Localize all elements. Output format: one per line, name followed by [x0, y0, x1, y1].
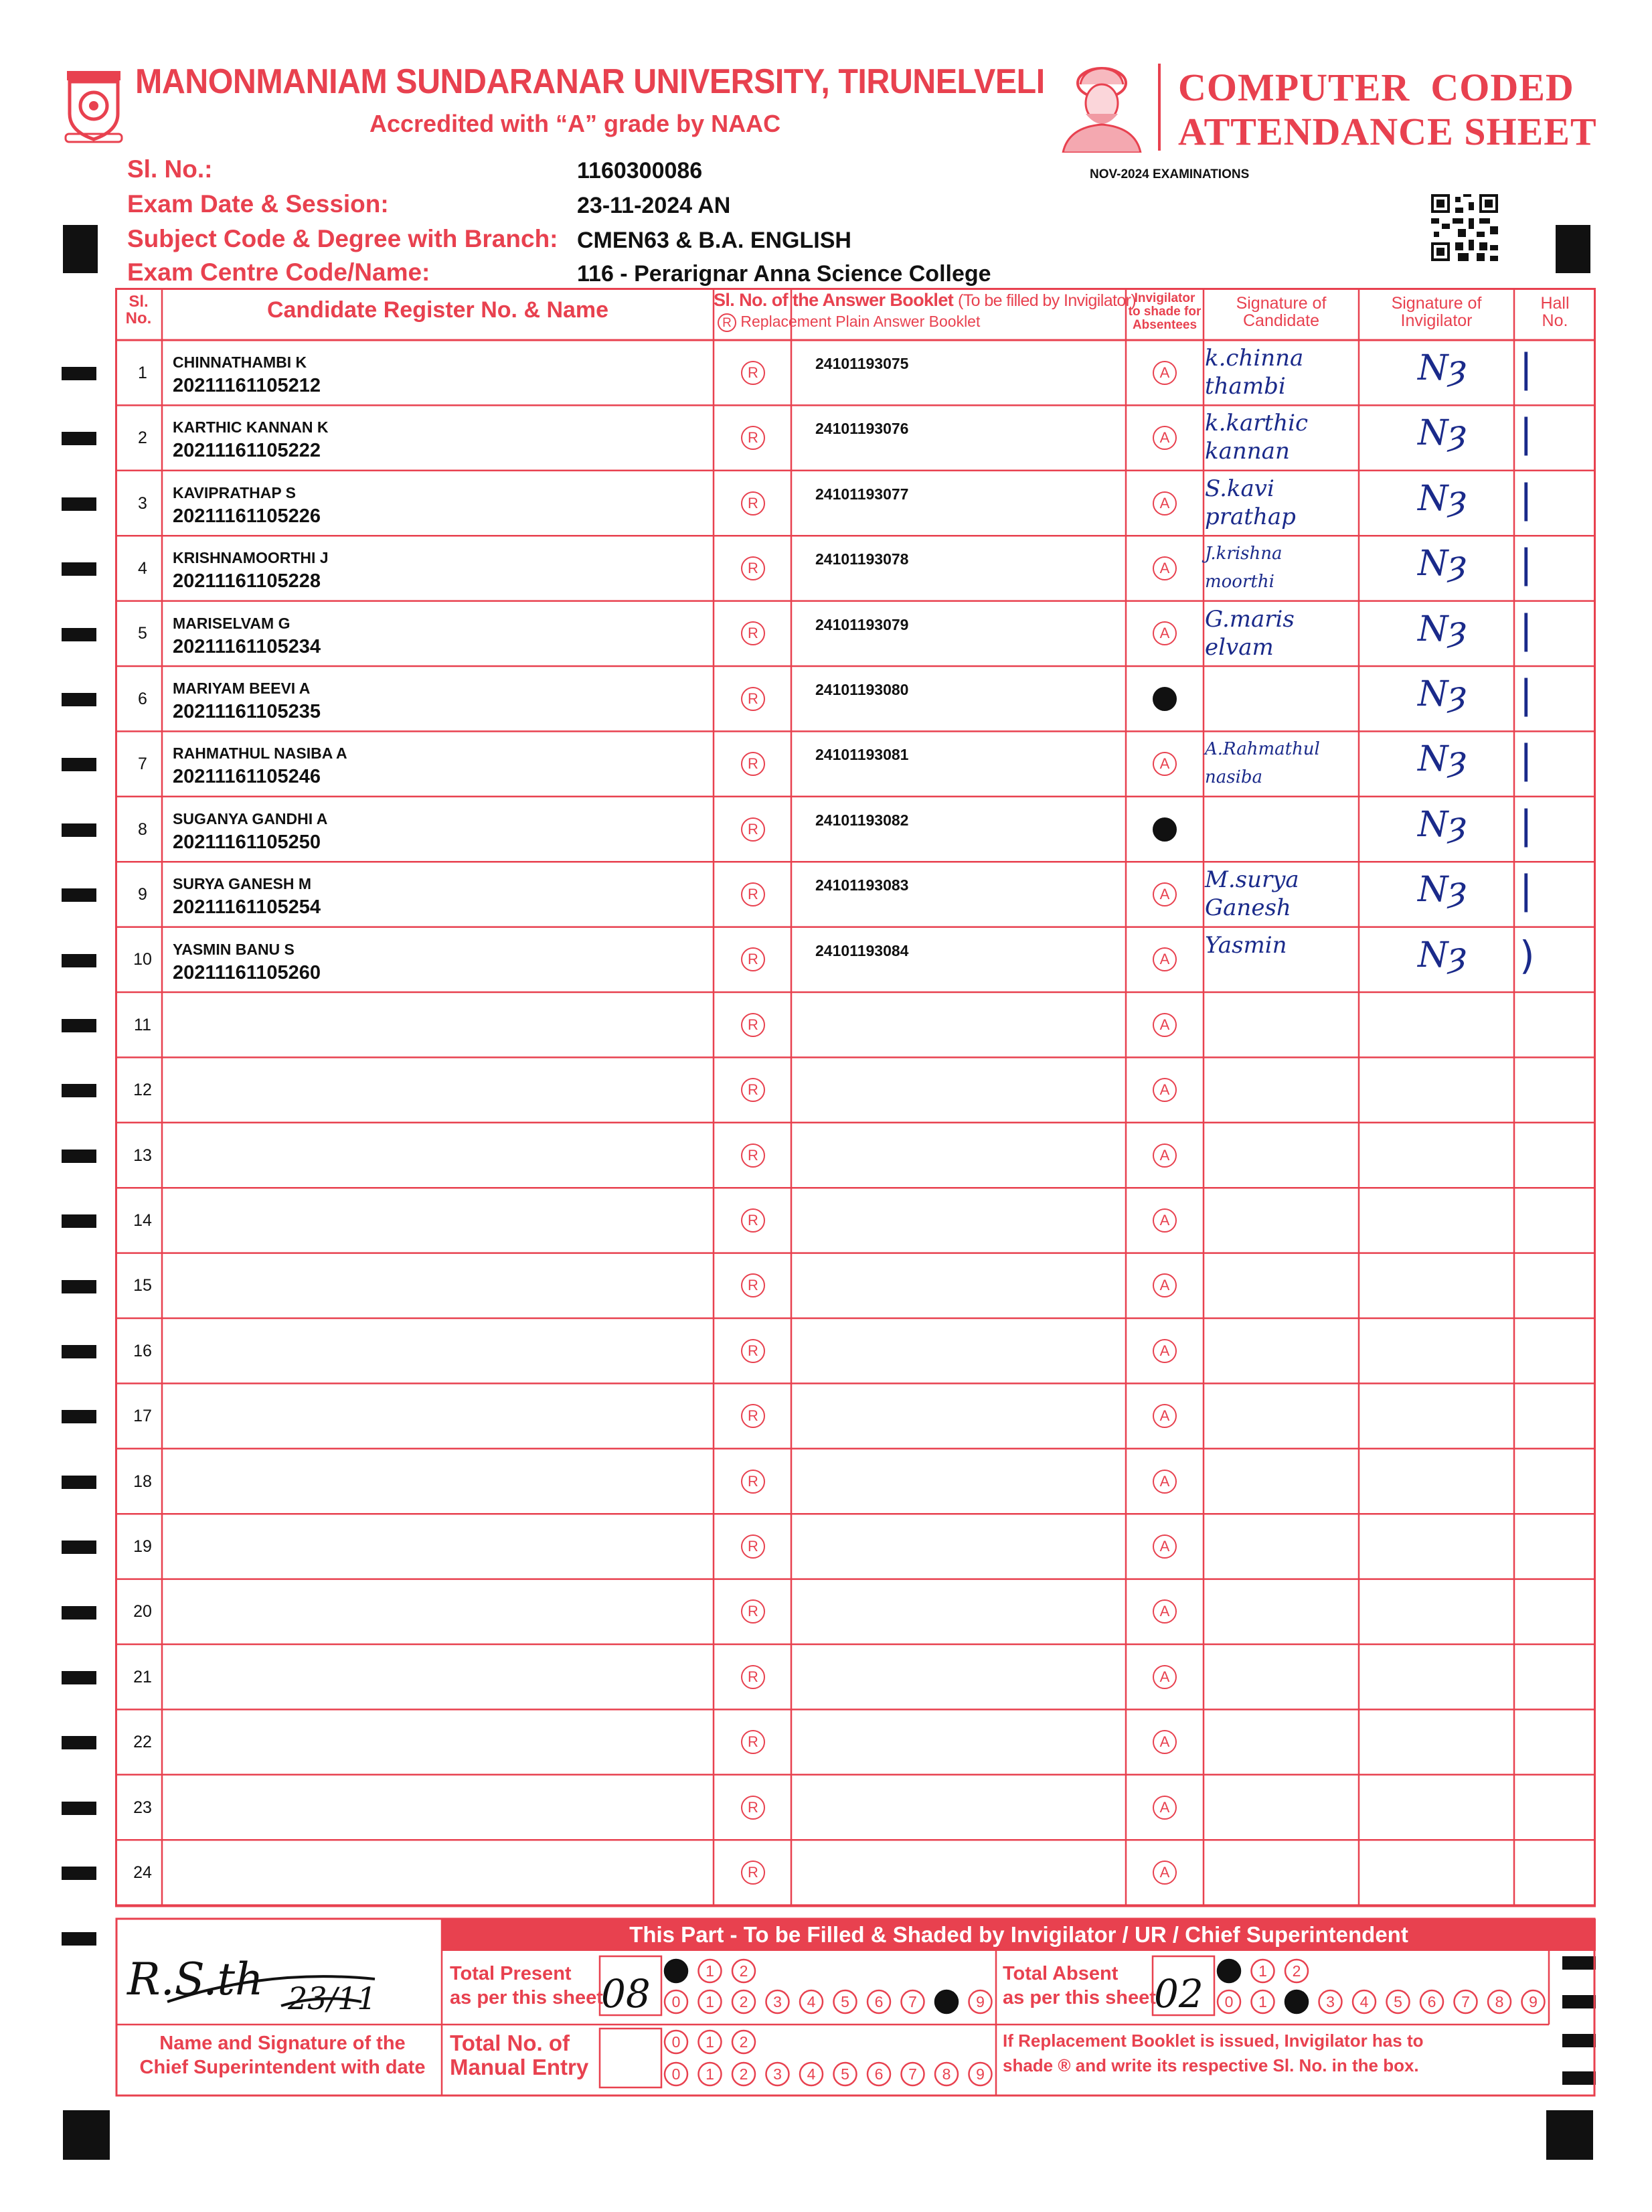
replacement-bubble[interactable]: R — [741, 1208, 765, 1233]
exam-centre-value: 116 - Perarignar Anna Science College — [577, 261, 991, 287]
row-sl-number: 21 — [133, 1667, 152, 1686]
candidate-name: MARIYAM BEEVI A — [173, 680, 311, 697]
row-sl-number: 16 — [133, 1341, 152, 1360]
manual-tens-bubble-label: 0 — [671, 2033, 681, 2051]
present-units-bubble-label: 5 — [841, 1993, 849, 2010]
manual-units-bubble-label: 8 — [942, 2065, 951, 2083]
candidate-register-no: 20211161105260 — [173, 961, 321, 983]
absent-bubble[interactable]: A — [1153, 1208, 1177, 1233]
replacement-bubble[interactable]: R — [741, 1013, 765, 1037]
row-sl-number: 4 — [138, 558, 147, 578]
absent-bubble[interactable]: A — [1153, 1796, 1177, 1820]
candidate-signature: k.karthic kannan — [1205, 410, 1309, 465]
present-units-bubble-label: 7 — [908, 1993, 917, 2010]
replacement-bubble[interactable]: R — [741, 1534, 765, 1559]
candidate-register-no: 20211161105246 — [173, 766, 321, 788]
invigilator-signature: Nȝ — [1418, 609, 1467, 649]
invigilator-signature: Nȝ — [1418, 804, 1467, 845]
replacement-bubble[interactable]: R — [741, 1078, 765, 1102]
row-sl-number: 13 — [133, 1146, 152, 1165]
candidate-name: CHINNATHAMBI K — [173, 353, 307, 371]
absent-units-bubble-label: 0 — [1224, 1993, 1234, 2010]
invigilator-signature: Nȝ — [1418, 348, 1467, 388]
header-sig-invigilator: Signature of Invigilator — [1391, 294, 1482, 331]
candidate-signature: M.surya Ganesh — [1205, 866, 1299, 922]
answer-booklet-no: 24101193081 — [815, 746, 909, 764]
row-sl-number: 20 — [133, 1602, 152, 1622]
present-units-bubble-label: 6 — [874, 1993, 884, 2010]
present-tens-bubble-label: 2 — [739, 1962, 748, 1980]
answer-booklet-no: 24101193076 — [815, 420, 909, 438]
absent-bubble[interactable]: A — [1153, 1143, 1177, 1168]
candidate-register-no: 20211161105250 — [173, 831, 321, 853]
row-sl-number: 24 — [133, 1863, 152, 1882]
header-booklet-note: (To be filled by Invigilator) — [958, 291, 1137, 310]
header-candidate: Candidate Register No. & Name — [266, 297, 609, 323]
hall-number: | — [1519, 606, 1533, 652]
row-sl-number: 14 — [133, 1210, 152, 1230]
replacement-bubble[interactable]: R — [741, 752, 765, 776]
replacement-bubble[interactable]: R — [741, 1665, 765, 1689]
invigilator-signature: Nȝ — [1418, 544, 1467, 584]
hall-number: | — [1519, 475, 1533, 522]
replacement-bubble[interactable]: R — [741, 491, 765, 516]
replacement-bubble[interactable]: R — [741, 1861, 765, 1885]
replacement-bubble[interactable]: R — [741, 556, 765, 580]
header-sl-no: Sl. No. — [125, 293, 152, 328]
candidate-name: RAHMATHUL NASIBA A — [173, 744, 347, 763]
manual-units-bubble-label: 1 — [706, 2065, 714, 2083]
candidate-register-no: 20211161105228 — [173, 570, 321, 592]
replacement-bubble[interactable]: R — [741, 361, 765, 385]
present-units-bubble-label: 4 — [807, 1993, 816, 2010]
candidate-signature: A.Rahmathul nasiba — [1205, 739, 1320, 788]
subject-value: CMEN63 & B.A. ENGLISH — [577, 228, 851, 253]
row-sl-number: 8 — [138, 819, 147, 839]
replacement-bubble[interactable]: R — [741, 1273, 765, 1297]
accreditation-text: Accredited with “A” grade by NAAC — [369, 110, 781, 137]
header-absentees: Invigilator to shade for Absentees — [1128, 291, 1202, 332]
absent-units-bubble-2[interactable] — [1285, 1990, 1308, 2013]
row-sl-number: 12 — [133, 1081, 152, 1100]
absent-bubble[interactable]: A — [1153, 1665, 1177, 1689]
exam-session-tag: NOV-2024 EXAMINATIONS — [1090, 167, 1250, 181]
absent-units-bubble-label: 1 — [1258, 1993, 1267, 2010]
candidate-name: YASMIN BANU S — [173, 940, 295, 958]
answer-booklet-no: 24101193078 — [815, 550, 909, 568]
invigilator-signature: Nȝ — [1418, 870, 1467, 911]
bottom-section-title: This Part - To be Filled & Shaded by Invigilator / UR / Chief Superintendent — [442, 1919, 1596, 1951]
row-sl-number: 11 — [134, 1015, 151, 1034]
absent-bubble[interactable]: A — [1153, 882, 1177, 906]
replacement-bubble[interactable]: R — [741, 882, 765, 906]
total-present-label: Total Present as per this sheet — [450, 1963, 603, 2008]
candidate-register-no: 20211161105212 — [173, 375, 321, 396]
manual-units-bubble-label: 5 — [841, 2065, 849, 2083]
absent-units-bubble-label: 4 — [1359, 1993, 1369, 2010]
absent-bubble[interactable]: A — [1153, 556, 1177, 580]
absent-bubble[interactable]: A — [1153, 1078, 1177, 1102]
manual-tens-bubble-label: 2 — [739, 2033, 748, 2051]
candidate-name: SURYA GANESH M — [173, 875, 312, 893]
absent-bubble[interactable]: A — [1153, 1404, 1177, 1428]
replacement-bubble[interactable]: R — [741, 817, 765, 842]
candidate-signature: k.chinna thambi — [1205, 345, 1304, 400]
header-booklet-sub-text: Replacement Plain Answer Booklet — [740, 313, 981, 331]
absent-bubble[interactable]: A — [1153, 426, 1177, 450]
subject-label: Subject Code & Degree with Branch: — [127, 225, 558, 252]
invigilator-signature: Nȝ — [1418, 935, 1467, 975]
manual-units-bubble-label: 0 — [671, 2065, 681, 2083]
row-sl-number: 2 — [138, 428, 147, 448]
candidate-name: MARISELVAM G — [173, 614, 291, 632]
replacement-bubble[interactable]: R — [741, 687, 765, 711]
answer-booklet-no: 24101193077 — [815, 485, 909, 503]
present-units-bubble-label: 9 — [976, 1993, 985, 2010]
absent-units-bubble-label: 8 — [1495, 1993, 1504, 2010]
row-sl-number: 23 — [133, 1798, 152, 1817]
absent-bubble[interactable]: A — [1153, 1534, 1177, 1559]
candidate-register-no: 20211161105234 — [173, 635, 321, 657]
replacement-bubble[interactable]: R — [741, 621, 765, 645]
manual-units-bubble-label: 7 — [908, 2065, 917, 2083]
answer-booklet-no: 24101193075 — [815, 355, 909, 372]
absent-bubble[interactable]: A — [1153, 1599, 1177, 1624]
replacement-bubble[interactable]: R — [741, 1599, 765, 1624]
total-absent-label: Total Absent as per this sheet — [1003, 1963, 1156, 2008]
candidate-signature: Yasmin — [1205, 931, 1287, 959]
replacement-bubble[interactable]: R — [741, 1339, 765, 1363]
row-sl-number: 22 — [133, 1733, 152, 1752]
answer-booklet-no: 24101193084 — [815, 941, 909, 959]
sl-no-label: Sl. No.: — [127, 155, 213, 183]
replacement-bubble[interactable]: R — [741, 1796, 765, 1820]
header-sig-candidate: Signature of Candidate — [1236, 294, 1327, 331]
present-units-bubble-label: 1 — [706, 1993, 714, 2010]
row-sl-number: 3 — [138, 493, 147, 513]
row-sl-number: 5 — [138, 624, 147, 643]
manual-units-bubble-label: 6 — [874, 2065, 884, 2083]
candidate-register-no: 20211161105226 — [173, 505, 321, 527]
absent-bubble[interactable]: A — [1153, 1013, 1177, 1037]
absent-units-bubble-label: 5 — [1394, 1993, 1402, 2010]
manual-units-bubble-label: 4 — [807, 2065, 816, 2083]
absent-bubble[interactable]: A — [1153, 1861, 1177, 1885]
candidate-name: KARTHIC KANNAN K — [173, 418, 329, 437]
candidate-register-no: 20211161105222 — [173, 440, 321, 462]
exam-date-label: Exam Date & Session: — [127, 190, 389, 218]
candidate-register-no: 20211161105235 — [173, 701, 321, 722]
chief-superintendent-date: 23/11 — [288, 1980, 377, 2017]
manual-units-bubble-label: 2 — [739, 2065, 748, 2083]
replacement-bubble-icon: R — [718, 313, 736, 332]
replacement-bubble[interactable]: R — [741, 1143, 765, 1168]
present-units-bubble-8[interactable] — [935, 1990, 958, 2013]
manual-tens-bubble-label: 1 — [706, 2033, 714, 2051]
candidate-signature: S.kavi prathap — [1205, 475, 1296, 530]
row-sl-number: 17 — [133, 1407, 152, 1426]
absent-tens-bubble-label: 1 — [1258, 1962, 1267, 1980]
candidate-name: KRISHNAMOORTHI J — [173, 549, 329, 567]
absent-bubble[interactable]: A — [1153, 361, 1177, 385]
absent-bubble[interactable]: A — [1153, 752, 1177, 776]
manual-units-bubble-label: 9 — [976, 2065, 985, 2083]
candidate-signature: G.maris elvam — [1205, 605, 1295, 661]
hall-number: | — [1519, 867, 1533, 913]
row-sl-number: 6 — [138, 689, 147, 708]
absent-bubble[interactable]: A — [1153, 621, 1177, 645]
manual-entry-label: Total No. of Manual Entry — [450, 2031, 589, 2079]
row-sl-number: 18 — [133, 1472, 152, 1491]
answer-booklet-no: 24101193083 — [815, 876, 909, 894]
hall-number: | — [1519, 345, 1533, 391]
invigilator-signature: Nȝ — [1418, 413, 1467, 454]
exam-date-value: 23-11-2024 AN — [577, 193, 731, 218]
absent-bubble[interactable]: A — [1153, 491, 1177, 516]
hall-number: | — [1519, 410, 1533, 457]
header-hall-no: Hall No. — [1540, 294, 1570, 331]
answer-booklet-no: 24101193082 — [815, 811, 909, 829]
replacement-bubble[interactable]: R — [741, 1470, 765, 1494]
hall-number: | — [1519, 736, 1533, 783]
answer-booklet-no: 24101193080 — [815, 681, 909, 698]
candidate-signature: J.krishna moorthi — [1205, 544, 1283, 592]
absent-bubble[interactable]: A — [1153, 947, 1177, 971]
hall-number: ) — [1519, 932, 1535, 978]
absent-bubble[interactable]: A — [1153, 1730, 1177, 1754]
total-present-value[interactable]: 08 — [601, 1971, 651, 2017]
hall-number: | — [1519, 801, 1533, 848]
absent-units-bubble-label: 7 — [1461, 1993, 1470, 2010]
candidate-name: SUGANYA GANDHI A — [173, 809, 328, 827]
row-sl-number: 9 — [138, 884, 147, 904]
invigilator-signature: Nȝ — [1418, 674, 1467, 714]
replacement-bubble[interactable]: R — [741, 1730, 765, 1754]
university-name: MANONMANIAM SUNDARANAR UNIVERSITY, TIRUNELVELI — [135, 62, 1045, 101]
present-tens-bubble-0[interactable] — [665, 1960, 687, 1982]
hall-number: | — [1519, 541, 1533, 587]
row-sl-number: 15 — [133, 1276, 152, 1295]
absent-bubble[interactable]: A — [1153, 1273, 1177, 1297]
absent-tens-bubble-label: 2 — [1292, 1962, 1301, 1980]
present-units-bubble-label: 3 — [773, 1993, 782, 2010]
invigilator-signature: Nȝ — [1418, 739, 1467, 780]
row-sl-number: 1 — [138, 363, 147, 382]
signature-flourish — [167, 1976, 375, 2006]
replacement-bubble[interactable]: R — [741, 947, 765, 971]
invigilator-signature: Nȝ — [1418, 478, 1467, 519]
row-sl-number: 10 — [133, 950, 152, 969]
manual-units-bubble-label: 3 — [773, 2065, 782, 2083]
replacement-booklet-note: If Replacement Booklet is issued, Invigilator has to shade ® and write its respective Sl. No. in the box. — [1003, 2031, 1424, 2075]
present-units-bubble-label: 2 — [739, 1993, 748, 2010]
absent-units-bubble-label: 3 — [1326, 1993, 1335, 2010]
absent-tens-bubble-0[interactable] — [1218, 1960, 1240, 1982]
row-sl-number: 7 — [138, 755, 147, 774]
replacement-bubble[interactable]: R — [741, 426, 765, 450]
sl-no-value: 1160300086 — [577, 158, 703, 183]
chief-superintendent-label: Name and Signature of the Chief Superintendent with date — [139, 2033, 426, 2078]
absent-bubble[interactable]: A — [1153, 1470, 1177, 1494]
present-tens-bubble-label: 1 — [706, 1962, 714, 1980]
absent-units-bubble-label: 6 — [1427, 1993, 1436, 2010]
candidate-name: KAVIPRATHAP S — [173, 483, 297, 501]
row-sl-number: 19 — [133, 1536, 152, 1556]
hall-number: | — [1519, 672, 1533, 717]
present-units-bubble-label: 0 — [671, 1993, 681, 2010]
answer-booklet-no: 24101193079 — [815, 615, 909, 633]
header-booklet-title: Sl. No. of the Answer Booklet — [714, 290, 954, 310]
sheet-title: COMPUTER CODED ATTENDANCE SHEET — [1178, 66, 1597, 153]
replacement-bubble[interactable]: R — [741, 1404, 765, 1428]
absent-units-bubble-label: 9 — [1529, 1993, 1538, 2010]
absent-bubble[interactable]: A — [1153, 1339, 1177, 1363]
chief-superintendent-signature: R.S.th — [127, 1954, 264, 2005]
exam-centre-label: Exam Centre Code/Name: — [127, 258, 430, 286]
candidate-register-no: 20211161105254 — [173, 896, 321, 919]
total-absent-value[interactable]: 02 — [1154, 1971, 1204, 2017]
